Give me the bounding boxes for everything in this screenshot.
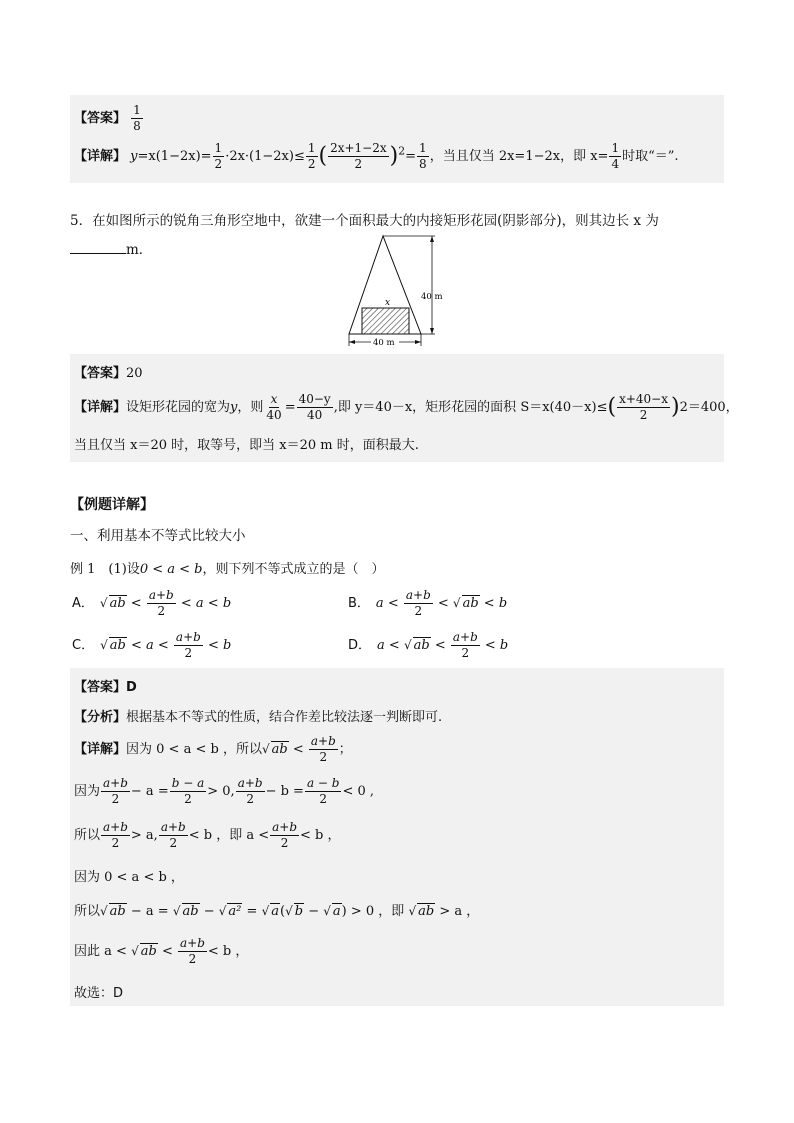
- answer-block-2: [70, 354, 739, 462]
- detail-line-2: 因为 $\frac{a+b}{2}$ − a = $\frac{b - a}{2}$ > 0, $\frac{a+b}{2}$ − b = $\frac{a - b}{2}$ < 0 ,: [74, 776, 375, 806]
- detail-row: 【详解】设矩形花园的宽为y，则 $\frac{x}{40}$ = $\frac{40-y}{40}$ ,即 y＝40－x，矩形花园的面积 S＝x(40－x)≤( $\frac{x+40-x}{2}$ )2＝400，: [74, 392, 739, 422]
- x-label: x: [385, 298, 391, 308]
- detail-tag: 【详解】: [74, 400, 127, 415]
- detail-line-6: 因此 a < √ ab < $\frac{a+b}{2}$ < b ，: [74, 936, 249, 966]
- answer-row: [74, 362, 143, 381]
- detail-line-1: 【详解】因为 0 < a < b ，所以√ ab < $\frac{a+b}{2}$ ；: [74, 734, 352, 764]
- question-5-line1: 5．在如图所示的锐角三角形空地中，欲建一个面积最大的内接矩形花园(阴影部分)，则其边长 x 为: [70, 213, 659, 229]
- option-b[interactable]: B． a < $\frac{a+b}{2}$ < √ ab < b: [348, 588, 508, 618]
- answer-blank[interactable]: [70, 241, 126, 254]
- detail-row-2: 当且仅当 x＝20 时，取等号，即当 x＝20 m 时，面积最大.: [74, 438, 419, 453]
- shaded-rectangle: [362, 308, 409, 334]
- example-1-stem: 例 1 (1)设0 < a < b，则下列不等式成立的是（ ）: [70, 562, 385, 577]
- detail-row: 【详解】 y=x(1−2x)= $\frac{1}{2}$ ·2x·(1−2x)≤ $\frac{1}{2}$ ( $\frac{2x+1-2x}{2}$ )$^2$= $\frac{1}{8}$ ，当且仅当 2x=1−2x，即 x= $\frac{1}{4}$ 时取“＝”.: [74, 141, 679, 171]
- answer-tag: 【答案】: [74, 366, 127, 381]
- answer-block-1: [70, 95, 724, 183]
- question-5-line2: m．: [70, 238, 152, 258]
- answer-value: 20: [126, 366, 143, 381]
- answer-row: [74, 676, 137, 695]
- option-c[interactable]: C． √ ab < a < $\frac{a+b}{2}$ < b: [72, 630, 232, 660]
- section-subtitle: 一、利用基本不等式比较大小: [70, 528, 246, 544]
- answer-value: D: [126, 680, 137, 695]
- answer-tag: 【答案】: [74, 111, 127, 126]
- answer-tag: 【答案】: [74, 680, 127, 695]
- detail-line-3: 所以 $\frac{a+b}{2}$ > a, $\frac{a+b}{2}$ < b ，即 a < $\frac{a+b}{2}$ < b ，: [74, 820, 341, 850]
- detail-line-5: 所以√ ab − a = √ ab − √ a² = √ a(√ b − √ a) > 0 ，即 √ ab > a ，: [74, 904, 480, 919]
- section-title: 【例题详解】: [70, 497, 154, 513]
- option-a[interactable]: A． √ ab < $\frac{a+b}{2}$ < a < b: [72, 588, 232, 618]
- detail-tag: 【详解】: [74, 149, 127, 164]
- triangle-figure: [343, 230, 453, 348]
- final-choice: 故选：D: [74, 986, 124, 1001]
- detail-tag: 【详解】: [74, 742, 127, 757]
- base-label: 40 m: [373, 338, 395, 348]
- answer-row: [74, 103, 144, 134]
- analysis-tag: 【分析】: [74, 710, 127, 725]
- answer-fraction: $\frac{1}{8}$: [133, 103, 141, 133]
- option-d[interactable]: D． a < √ ab < $\frac{a+b}{2}$ < b: [348, 630, 509, 660]
- height-label: 40 m: [421, 292, 443, 302]
- detail-line-4: 因为 0 < a < b ，: [74, 870, 184, 885]
- answer-block-3: [70, 668, 724, 1006]
- analysis-row: 【分析】根据基本不等式的性质，结合作差比较法逐一判断即可.: [74, 710, 443, 725]
